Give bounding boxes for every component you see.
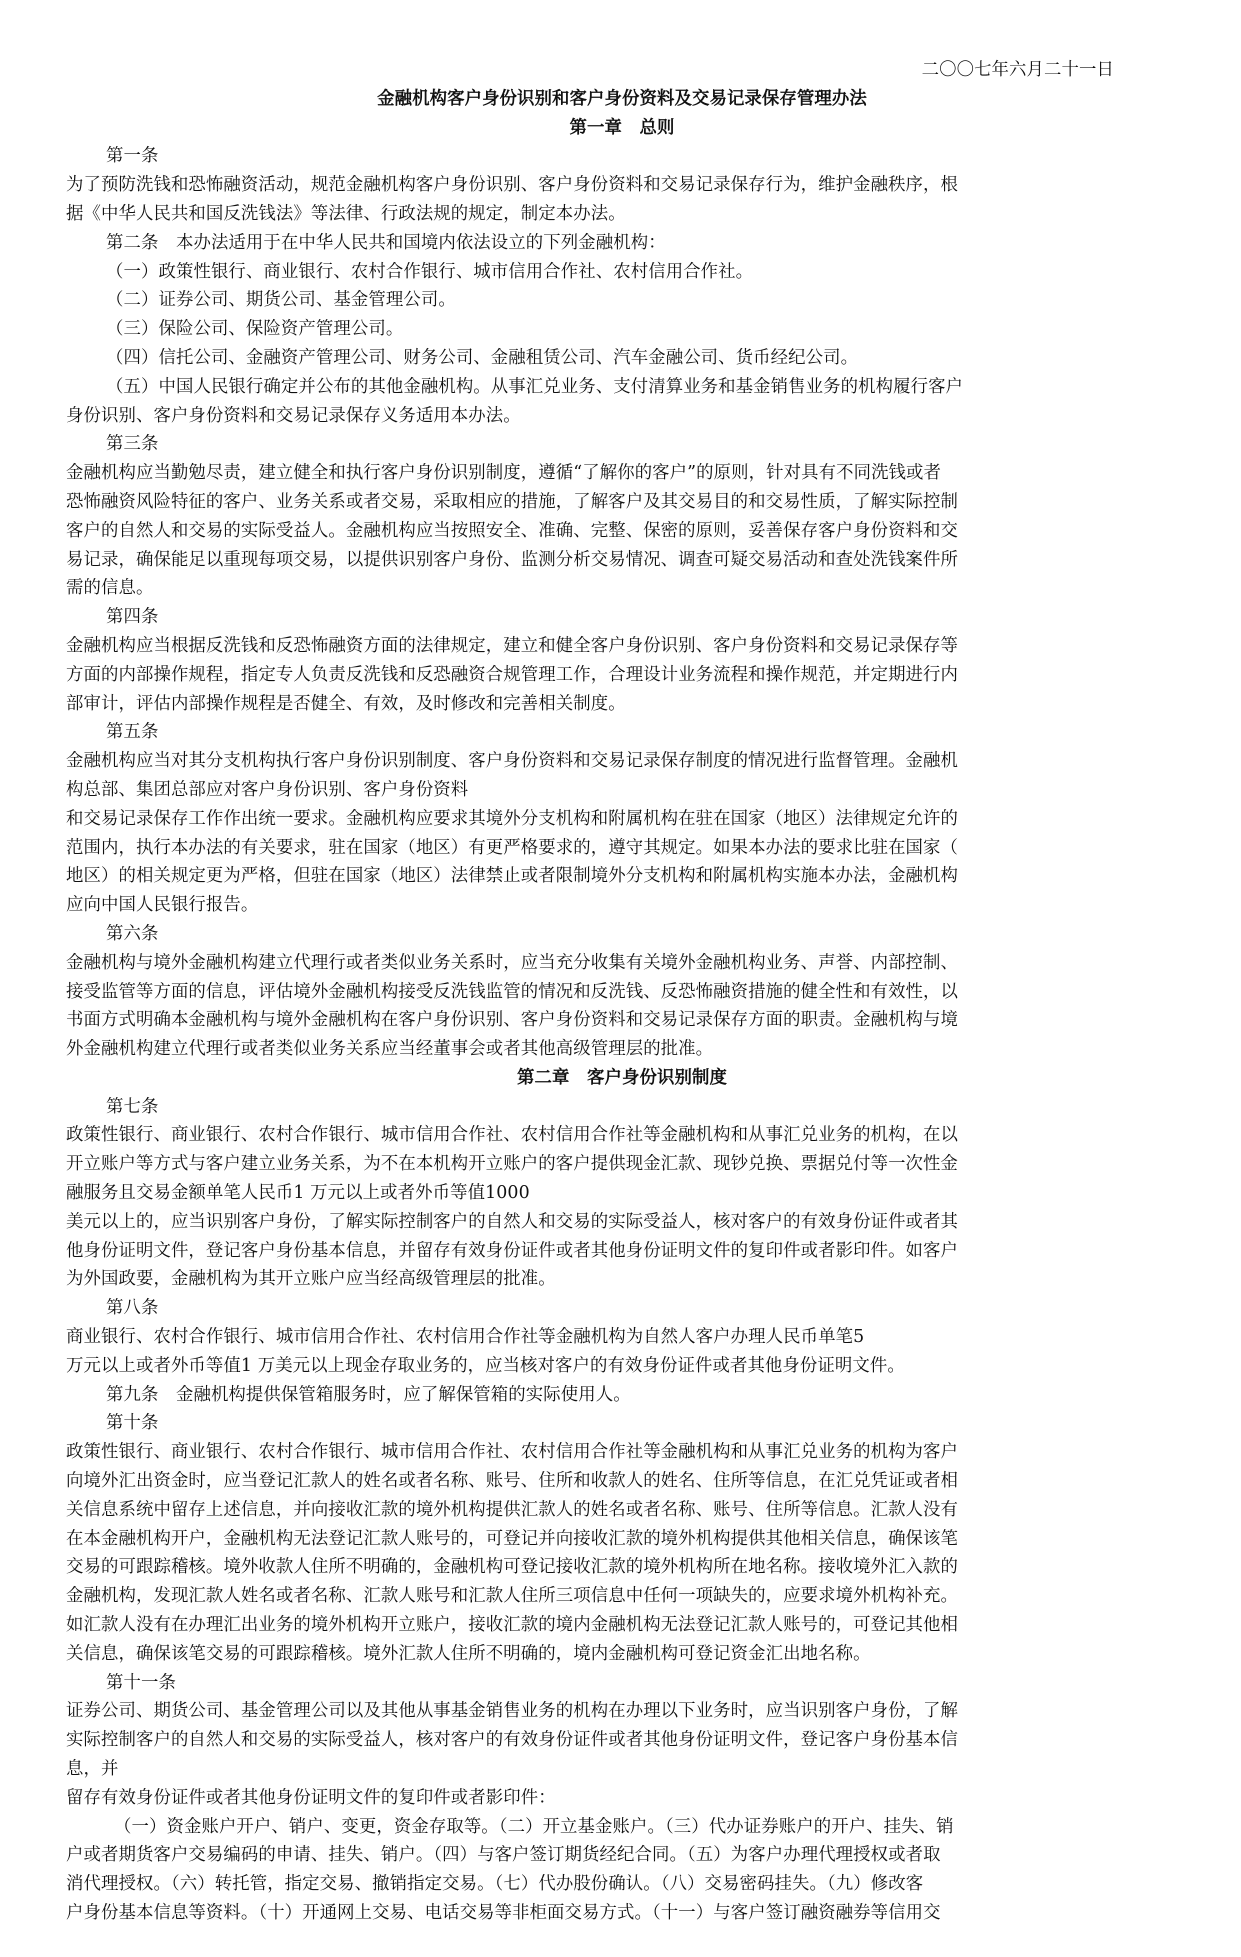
- chapter-2-body: [66, 1093, 1178, 1957]
- paragraph-line: 政策性银行、商业银行、农村合作银行、城市信用合作社、农村信用合作社等金融机构和从事汇兑业务的机构为客户: [66, 1442, 959, 1463]
- article-heading: 第一条: [106, 146, 159, 167]
- paragraph-line: 地区）的相关规定更为严格，但驻在国家（地区）法律禁止或者限制境外分支机构和附属机构实施本办法，金融机构: [66, 866, 959, 887]
- paragraph-line: [66, 1928, 1178, 1957]
- paragraph-line: 他身份证明文件，登记客户身份基本信息，并留存有效身份证件或者其他身份证明文件的复印件或者影印件。如客户: [66, 1240, 959, 1261]
- paragraph-line: 外金融机构建立代理行或者类似业务关系应当经董事会或者其他高级管理层的批准。: [66, 1039, 714, 1060]
- paragraph-line: 如汇款人没有在办理汇出业务的境外机构开立账户，接收汇款的境内金融机构无法登记汇款人账号的，可登记其他相: [66, 1615, 959, 1636]
- paragraph-line: 范围内，执行本办法的有关要求，驻在国家（地区）有更严格要求的，遵守其规定。如果本办法的要求比驻在国家（: [66, 837, 959, 858]
- article-heading: 第五条: [106, 722, 159, 743]
- paragraph-line: 金融机构与境外金融机构建立代理行或者类似业务关系时，应当充分收集有关境外金融机构业务、声誉、内部控制、: [66, 952, 959, 973]
- paragraph-line: 户或者期货客户交易编码的申请、挂失、销户。（四）与客户签订期货经纪合同。（五）为客户办理代理授权或者取: [66, 1845, 941, 1866]
- chapter-1-body: [66, 142, 1178, 1064]
- paragraph-line: 关信息系统中留存上述信息，并向接收汇款的境外机构提供汇款人的姓名或者名称、账号、住所等信息。汇款人没有: [66, 1499, 959, 1520]
- list-item: （四）信托公司、金融资产管理公司、财务公司、金融租赁公司、汽车金融公司、货币经纪公司。: [106, 347, 859, 368]
- paragraph-line: 金融机构应当对其分支机构执行客户身份识别制度、客户身份资料和交易记录保存制度的情况进行监督管理。金融机: [66, 751, 959, 772]
- paragraph-line: 为了预防洗钱和恐怖融资活动，规范金融机构客户身份识别、客户身份资料和交易记录保存行为，维护金融秩序，根: [66, 175, 959, 196]
- paragraph-line: 户身份基本信息等资料。（十）开通网上交易、电话交易等非柜面交易方式。（十一）与客户签订融资融券等信用交: [66, 1903, 941, 1923]
- paragraph-line: 易记录，确保能足以重现每项交易，以提供识别客户身份、监测分析交易情况、调查可疑交易活动和查处洗钱案件所: [66, 549, 959, 570]
- paragraph-line: 据《中华人民共和国反洗钱法》等法律、行政法规的规定，制定本办法。: [66, 203, 626, 224]
- list-item: （一）资金账户开户、销户、变更，资金存取等。（二）开立基金账户。（三）代办证券账户的开户、挂失、销: [114, 1816, 954, 1837]
- list-item: （五）中国人民银行确定并公布的其他金融机构。从事汇兑业务、支付清算业务和基金销售业务的机构履行客户: [106, 376, 964, 397]
- paragraph-line: 证券公司、期货公司、基金管理公司以及其他从事基金销售业务的机构在办理以下业务时，应当识别客户身份，了解: [66, 1701, 959, 1722]
- paragraph-line: 融服务且交易金额单笔人民币1 万元以上或者外币等值1000: [66, 1183, 530, 1204]
- paragraph-line: 部审计，评估内部操作规程是否健全、有效，及时修改和完善相关制度。: [66, 693, 626, 714]
- paragraph-line: 方面的内部操作规程，指定专人负责反洗钱和反恐融资合规管理工作，合理设计业务流程和操作规范，并定期进行内: [66, 664, 959, 685]
- chapter-2-heading: 第二章 客户身份识别制度: [517, 1067, 727, 1088]
- chapter-1-heading: 第一章 总则: [569, 117, 675, 138]
- paragraph-line: 客户的自然人和交易的实际受益人。金融机构应当按照安全、准确、完整、保密的原则，妥善保存客户身份资料和交: [66, 520, 959, 541]
- paragraph-line: 开立账户等方式与客户建立业务关系，为不在本机构开立账户的客户提供现金汇款、现钞兑换、票据兑付等一次性金: [66, 1154, 959, 1175]
- paragraph-line: 需的信息。: [66, 578, 154, 599]
- article-heading: 第六条: [106, 923, 159, 944]
- list-item: （二）证券公司、期货公司、基金管理公司。: [106, 290, 456, 311]
- article-heading: 第九条 金融机构提供保管箱服务时，应了解保管箱的实际使用人。: [106, 1384, 631, 1405]
- paragraph-line: 消代理授权。（六）转托管，指定交易、撤销指定交易。（七）代办股份确认。（八）交易密码挂失。（九）修改客: [66, 1874, 924, 1895]
- paragraph-line: 为外国政要，金融机构为其开立账户应当经高级管理层的批准。: [66, 1269, 556, 1290]
- paragraph-line: 和交易记录保存工作作出统一要求。金融机构应要求其境外分支机构和附属机构在驻在国家（地区）法律规定允许的: [66, 808, 959, 829]
- paragraph-line: 商业银行、农村合作银行、城市信用合作社、农村信用合作社等金融机构为自然人客户办理人民币单笔5: [66, 1327, 865, 1348]
- paragraph-line: 美元以上的，应当识别客户身份，了解实际控制客户的自然人和交易的实际受益人，核对客户的有效身份证件或者其: [66, 1211, 959, 1232]
- document-page: [66, 56, 1178, 1957]
- article-heading: 第三条: [106, 434, 159, 455]
- paragraph-line: 在本金融机构开户，金融机构无法登记汇款人账号的，可登记并向接收汇款的境外机构提供其他相关信息，确保该笔: [66, 1528, 959, 1549]
- paragraph-line: 金融机构应当根据反洗钱和反恐怖融资方面的法律规定，建立和健全客户身份识别、客户身份资料和交易记录保存等: [66, 635, 959, 656]
- article-heading: 第八条: [106, 1298, 159, 1319]
- list-item: （一）政策性银行、商业银行、农村合作银行、城市信用合作社、农村信用合作社。: [106, 261, 754, 282]
- paragraph-line: 交易的可跟踪稽核。境外收款人住所不明确的，金融机构可登记接收汇款的境外机构所在地名称。接收境外汇入款的: [66, 1557, 959, 1578]
- paragraph-line: 接受监管等方面的信息，评估境外金融机构接受反洗钱监管的情况和反洗钱、反恐怖融资措施的健全性和有效性，以: [66, 981, 959, 1002]
- list-item: （三）保险公司、保险资产管理公司。: [106, 319, 404, 340]
- paragraph-line: 万元以上或者外币等值1 万美元以上现金存取业务的，应当核对客户的有效身份证件或者其他身份证明文件。: [66, 1355, 905, 1376]
- article-heading: 第十条: [106, 1413, 159, 1434]
- document-title: 金融机构客户身份识别和客户身份资料及交易记录保存管理办法: [377, 88, 867, 109]
- paragraph-line: 身份识别、客户身份资料和交易记录保存义务适用本办法。: [66, 405, 521, 426]
- paragraph-line: 构总部、集团总部应对客户身份识别、客户身份资料: [66, 779, 469, 800]
- paragraph-line: 应向中国人民银行报告。: [66, 895, 259, 916]
- paragraph-line: 金融机构，发现汇款人姓名或者名称、汇款人账号和汇款人住所三项信息中任何一项缺失的，应要求境外机构补充。: [66, 1586, 959, 1607]
- paragraph-line: 息，并: [66, 1759, 119, 1780]
- paragraph-line: 留存有效身份证件或者其他身份证明文件的复印件或者影印件：: [66, 1787, 556, 1808]
- paragraph-line: 关信息，确保该笔交易的可跟踪稽核。境外汇款人住所不明确的，境内金融机构可登记资金汇出地名称。: [66, 1643, 871, 1664]
- article-heading: 第十一条: [106, 1672, 176, 1693]
- article-heading: 第四条: [106, 607, 159, 628]
- article-heading: 第二条 本办法适用于在中华人民共和国境内依法设立的下列金融机构：: [106, 232, 666, 253]
- paragraph-line: 向境外汇出资金时，应当登记汇款人的姓名或者名称、账号、住所和收款人的姓名、住所等信息，在汇兑凭证或者相: [66, 1471, 959, 1492]
- paragraph-line: 实际控制客户的自然人和交易的实际受益人，核对客户的有效身份证件或者其他身份证明文件，登记客户身份基本信: [66, 1730, 959, 1751]
- paragraph-line: 恐怖融资风险特征的客户、业务关系或者交易，采取相应的措施，了解客户及其交易目的和交易性质，了解实际控制: [66, 491, 959, 512]
- paragraph-line: 政策性银行、商业银行、农村合作银行、城市信用合作社、农村信用合作社等金融机构和从事汇兑业务的机构，在以: [66, 1125, 959, 1146]
- paragraph-line: 书面方式明确本金融机构与境外金融机构在客户身份识别、客户身份资料和交易记录保存方面的职责。金融机构与境: [66, 1010, 959, 1031]
- document-date: 二〇〇七年六月二十一日: [921, 60, 1114, 80]
- paragraph-line: 金融机构应当勤勉尽责，建立健全和执行客户身份识别制度，遵循“了解你的客户”的原则，针对具有不同洗钱或者: [66, 463, 942, 484]
- article-heading: 第七条: [106, 1096, 159, 1117]
